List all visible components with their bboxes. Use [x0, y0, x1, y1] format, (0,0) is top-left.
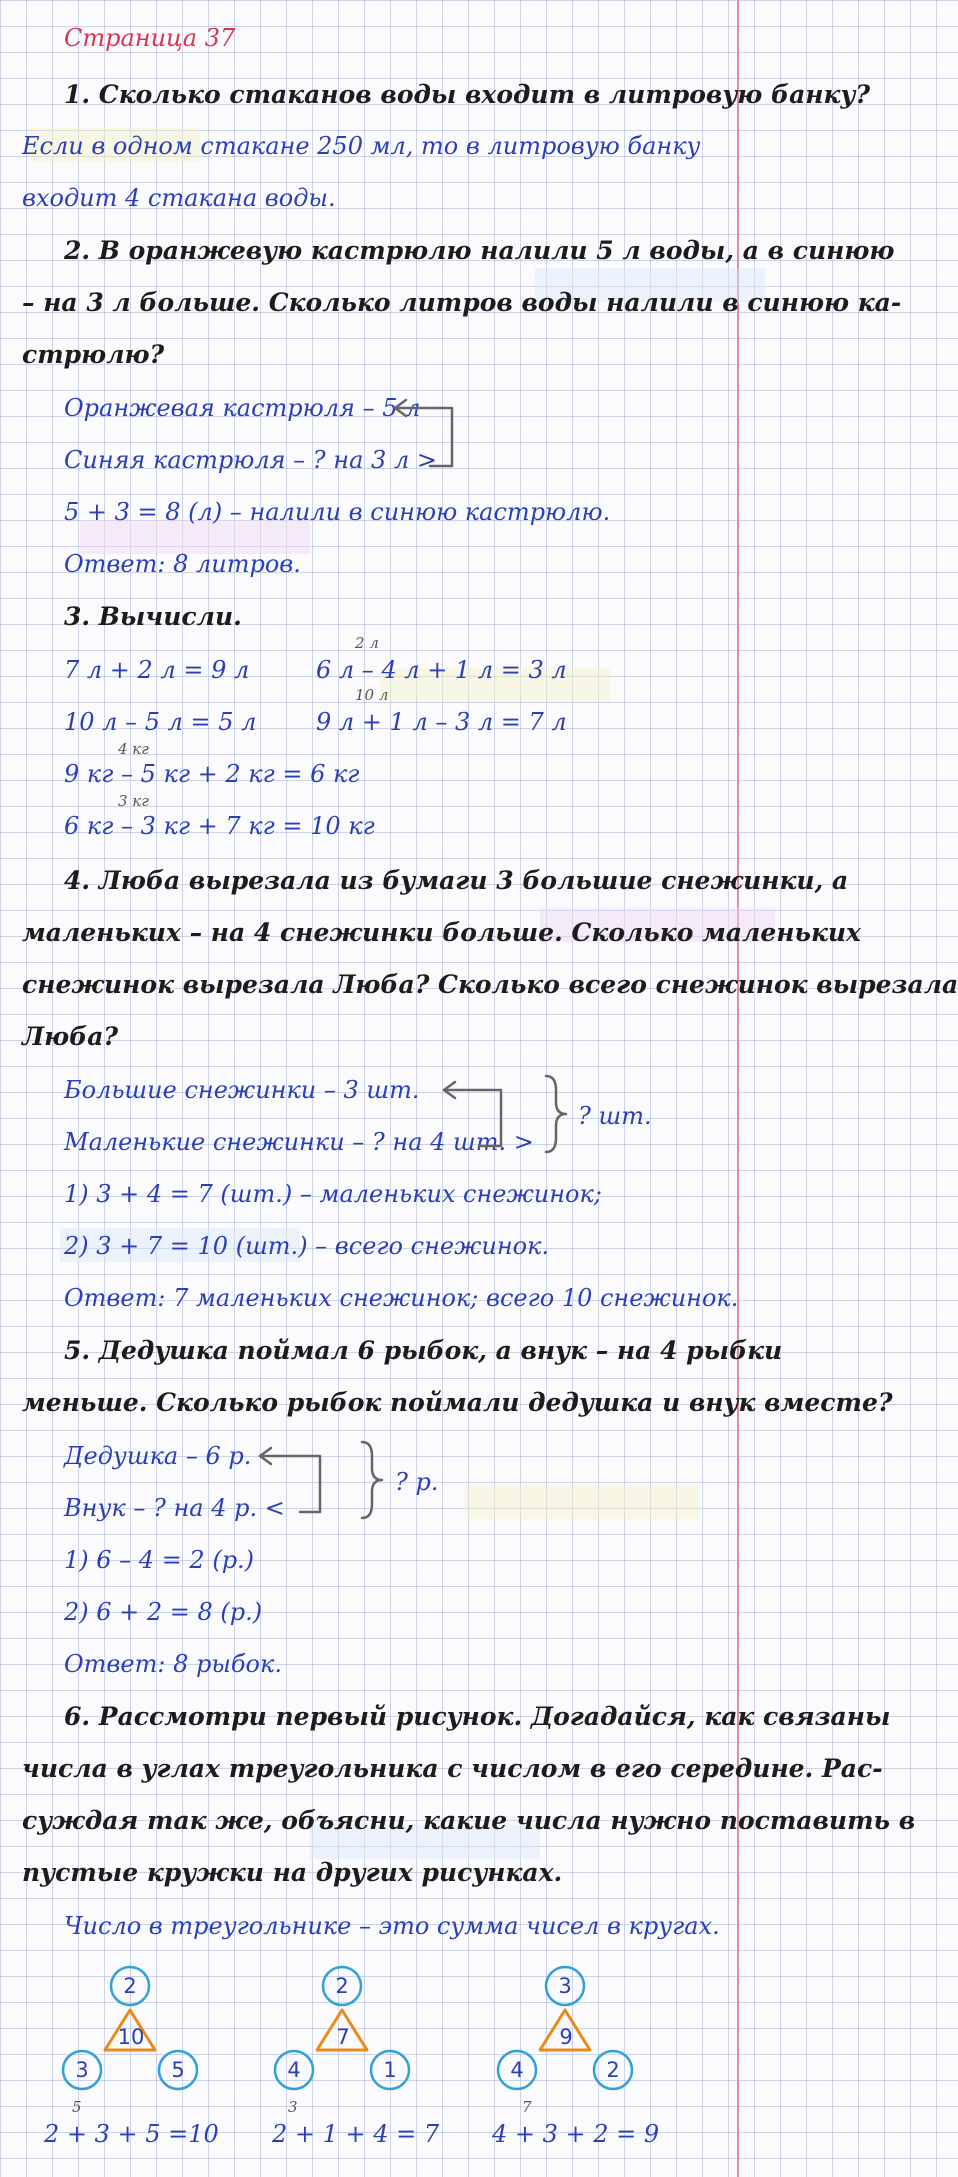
circle-right-value: 1: [383, 2058, 397, 2082]
task-4-solution-line: 2) 3 + 7 = 10 (шт.) – всего снежинок.: [64, 1232, 550, 1260]
task-3-expression: 6 кг – 3 кг + 7 кг = 10 кг: [64, 812, 375, 840]
triangle-center-value: 9: [559, 2025, 573, 2049]
task-4-result: Ответ: 7 маленьких снежинок; всего 10 снежинок.: [64, 1284, 739, 1312]
page-header: Страница 37: [64, 24, 236, 52]
task-4-question-line: 4. Люба вырезала из бумаги 3 большие снежинки, а: [64, 866, 849, 895]
task-4-question-line: маленьких – на 4 снежинки больше. Сколько маленьких: [22, 918, 861, 947]
task-2-scheme-line: Оранжевая кастрюля – 5 л: [64, 394, 421, 422]
task-3-hint: 10 л: [355, 686, 389, 704]
circle-right-value: 5: [171, 2058, 185, 2082]
task-5-scheme-line: Внук – ? на 4 р. <: [64, 1494, 285, 1522]
task-5-scheme-line: Дедушка – 6 р.: [64, 1442, 252, 1470]
task-5-brace-label: ? р.: [395, 1468, 439, 1496]
task-3-hint: 4 кг: [118, 740, 149, 758]
task-4-scheme-line: Маленькие снежинки – ? на 4 шт. >: [64, 1128, 534, 1156]
figure-hint: 7: [522, 2098, 532, 2116]
task-5-question-line: 5. Дедушка поймал 6 рыбок, а внук – на 4 рыбки: [64, 1336, 783, 1365]
task-5-question-line: меньше. Сколько рыбок поймали дедушка и внук вместе?: [22, 1388, 893, 1417]
task-4-question-line: снежинок вырезала Люба? Сколько всего снежинок вырезала: [22, 970, 958, 999]
task-3-expression: 9 л + 1 л – 3 л = 7 л: [316, 708, 567, 736]
task-3-expression: 7 л + 2 л = 9 л: [64, 656, 250, 684]
task-2-result: Ответ: 8 литров.: [64, 550, 301, 578]
circle-top-value: 3: [558, 1974, 572, 1998]
task-3-expression: 6 л – 4 л + 1 л = 3 л: [316, 656, 567, 684]
task-2-solution-line: 5 + 3 = 8 (л) – налили в синюю кастрюлю.: [64, 498, 611, 526]
task-5-solution-line: 2) 6 + 2 = 8 (р.): [64, 1598, 263, 1626]
triangle-center-value: 7: [336, 2025, 350, 2049]
task-4-solution-line: 1) 3 + 4 = 7 (шт.) – маленьких снежинок;: [64, 1180, 602, 1208]
task-6-question-line: суждая так же, объясни, какие числа нужно поставить в: [22, 1806, 916, 1835]
figure-hint: 5: [72, 2098, 82, 2116]
task-2-question-line: 2. В оранжевую кастрюлю налили 5 л воды, а в синюю: [64, 236, 895, 265]
task-4-question-line: Люба?: [22, 1022, 119, 1051]
task-6-question-line: пустые кружки на других рисунках.: [22, 1858, 563, 1887]
circle-left-value: 4: [287, 2058, 301, 2082]
circle-left-value: 4: [510, 2058, 524, 2082]
triangle-figure: [275, 1967, 409, 2089]
task-3-hint: 3 кг: [118, 792, 149, 810]
task-2-question-line: стрюлю?: [22, 340, 165, 369]
triangle-figure: [498, 1967, 632, 2089]
task-3-expression: 9 кг – 5 кг + 2 кг = 6 кг: [64, 760, 360, 788]
figure-equation: 4 + 3 + 2 = 9: [492, 2120, 660, 2148]
task-2-scheme-line: Синяя кастрюля – ? на 3 л >: [64, 446, 437, 474]
task-3-question-line: 3. Вычисли.: [64, 602, 242, 631]
triangle-center-value: 10: [117, 2025, 145, 2049]
circle-left-value: 3: [75, 2058, 89, 2082]
figure-equation: 2 + 3 + 5 =10: [44, 2120, 219, 2148]
task-3-hint: 2 л: [355, 634, 379, 652]
task-4-scheme-line: Большие снежинки – 3 шт.: [64, 1076, 420, 1104]
task-1-question-line: 1. Сколько стаканов воды входит в литровую банку?: [64, 80, 871, 109]
task-3-expression: 10 л – 5 л = 5 л: [64, 708, 257, 736]
task-4-brace-label: ? шт.: [578, 1102, 652, 1130]
circle-top-value: 2: [335, 1974, 349, 1998]
task-6-answer-line: Число в треугольнике – это сумма чисел в кругах.: [64, 1912, 720, 1940]
circle-right-value: 2: [606, 2058, 620, 2082]
circle-top-value: 2: [123, 1974, 137, 1998]
task-5-result: Ответ: 8 рыбок.: [64, 1650, 282, 1678]
task-2-question-line: – на 3 л больше. Сколько литров воды налили в синюю ка-: [22, 288, 902, 317]
task-6-question-line: 6. Рассмотри первый рисунок. Догадайся, как связаны: [64, 1702, 891, 1731]
figure-hint: 3: [288, 2098, 298, 2116]
figure-equation: 2 + 1 + 4 = 7: [272, 2120, 440, 2148]
task-1-answer-line: Если в одном стакане 250 мл, то в литровую банку: [22, 132, 701, 160]
task-1-answer-line: входит 4 стакана воды.: [22, 184, 336, 212]
task-5-solution-line: 1) 6 – 4 = 2 (р.): [64, 1546, 255, 1574]
triangle-figure: [63, 1967, 197, 2089]
task-6-question-line: числа в углах треугольника с числом в его середине. Рас-: [22, 1754, 883, 1783]
